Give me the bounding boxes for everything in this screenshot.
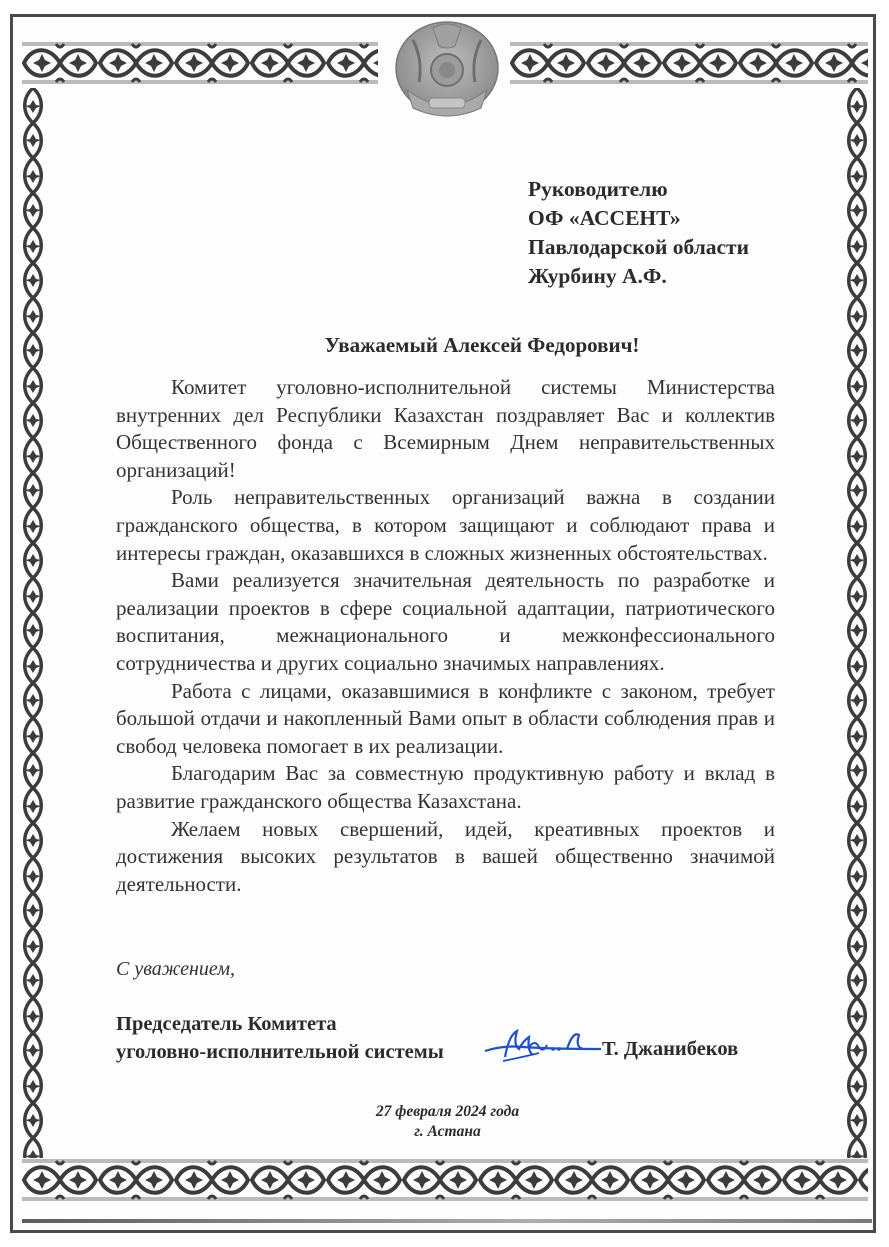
scan-edge-shadow [22,1219,872,1223]
handwritten-signature-icon [483,1027,603,1067]
body-paragraph: Роль неправительственных организаций важна в создании гражданского общества, в котором защищают и соблюдают права и интересы граждан, оказавшихся в сложных жизненных обстоятельствах. [116,485,775,565]
salutation: Уважаемый Алексей Федорович! [324,333,640,357]
ornament-pattern-icon [22,42,378,84]
body-paragraph: Желаем новых свершений, идей, креативных проектов и достижения высоких результатов в вашей общественно значимой деятельности. [116,816,775,896]
signatory-title [116,1010,444,1066]
ornament-pattern-icon [22,1159,868,1201]
signatory-name: Т. Джанибеков [602,1038,739,1060]
date-place-block [0,1102,889,1142]
state-emblem-icon [393,20,501,122]
ornament-pattern-icon [846,88,868,1158]
addressee-line: ОФ «АССЕНТ» [528,206,681,230]
ornament-border-top-right [510,42,868,84]
body-paragraph: Работа с лицами, оказавшимися в конфликте с законом, требует большой отдачи и накопленный Вами опыт в области соблюдения прав и свобод человека помогает в их реализации. [116,678,775,758]
body-paragraph: Комитет уголовно-исполнительной системы Министерства внутренних дел Республики Казахстан поздравляет Вас и коллектив Общественного фонда с Всемирным Днем неправительственных организаций! [116,375,775,482]
letter-body [116,374,775,898]
body-paragraph: Вами реализуется значительная деятельность по разработке и реализации проектов в сфере социальной адаптации, патриотического воспитания, межнационального и межконфессионального сотрудничества и других социально значимых направлениях. [116,568,775,675]
addressee-line: Павлодарской области [528,235,750,259]
ornament-pattern-icon [510,42,868,84]
letter-date: 27 февраля 2024 года [375,1103,520,1120]
ornament-border-bottom [22,1159,868,1201]
addressee-block [528,175,749,291]
addressee-line: Журбину А.Ф. [528,264,667,288]
body-paragraph: Благодарим Вас за совместную продуктивную работу и вклад в развитие гражданского общества Казахстана. [116,761,775,813]
addressee-line: Руководителю [528,177,668,201]
signatory-title-line: уголовно-исполнительной системы [116,1041,444,1063]
ornament-pattern-icon [22,88,44,1158]
ornament-border-right [846,88,868,1158]
closing-phrase: С уважением, [116,958,236,980]
ornament-border-top-left [22,42,378,84]
signatory-title-line: Председатель Комитета [116,1013,337,1035]
letter-place: г. Астана [414,1123,481,1140]
ornament-border-left [22,88,44,1158]
